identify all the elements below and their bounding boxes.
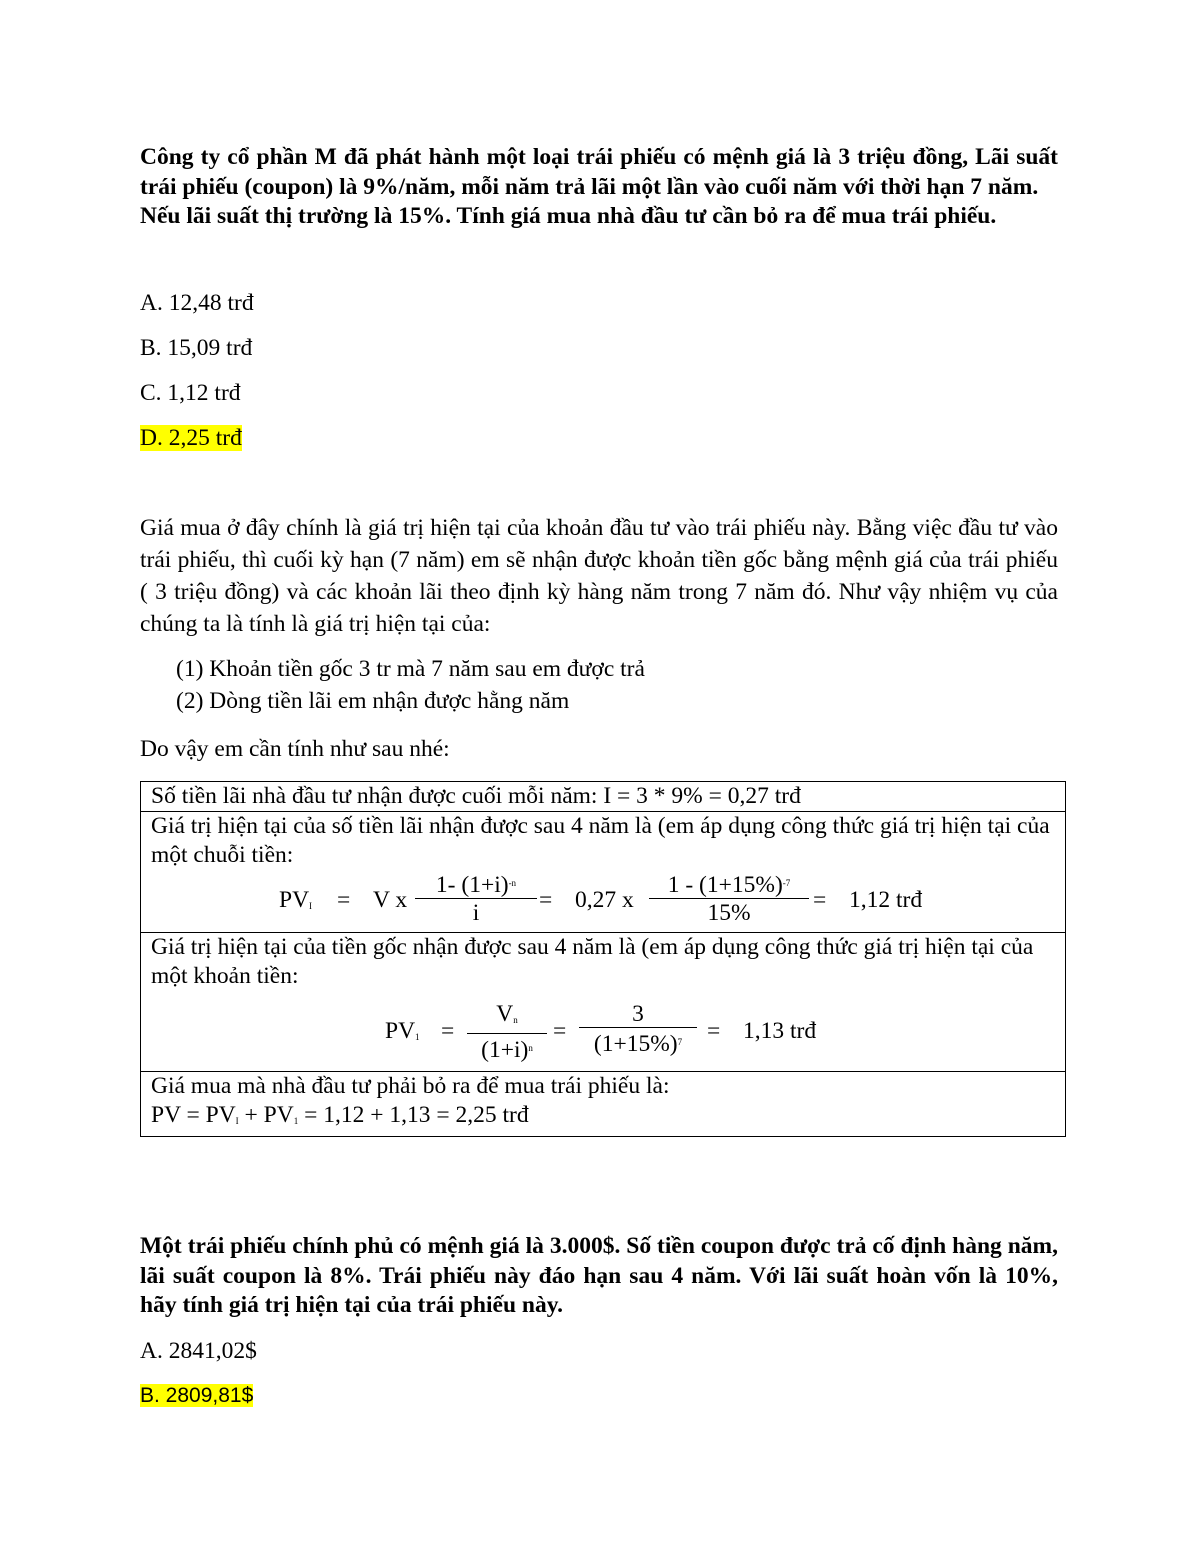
table-row bbox=[141, 812, 1066, 933]
principal-value-fraction: $\frac{3}{(1+15\%)^7}$ bbox=[579, 1001, 697, 1058]
table-row bbox=[141, 933, 1066, 1072]
pv-principal-result: 1,13 trđ bbox=[743, 1018, 817, 1044]
q2-option-b-highlight: B. 2809,81$ bbox=[140, 1384, 254, 1407]
pv-i-label: $PV_I$ bbox=[279, 887, 313, 913]
equals-sign: = bbox=[553, 1018, 567, 1044]
pv-interest-text: Giá trị hiện tại của số tiền lãi nhận được sau 4 năm là (em áp dụng công thức giá trị hiện tại của một chuỗi tiền: bbox=[151, 813, 1050, 868]
total-text: Giá mua mà nhà đầu tư phải bỏ ra để mua trái phiếu là: bbox=[151, 1073, 670, 1099]
q2-option-b bbox=[140, 1381, 253, 1410]
total-formula: PV = $PV_I + PV_1 = 1,12 + 1,13 = 2,25$ trđ bbox=[151, 1102, 529, 1128]
annuity-fraction: $\frac{1- (1+i)^{-n}}{i}$ bbox=[415, 870, 537, 927]
explanation-item-2: (2) Dòng tiền lãi em nhận được hằng năm bbox=[176, 688, 570, 714]
question-1 bbox=[140, 143, 1058, 232]
total-row bbox=[141, 1072, 1066, 1137]
pv-principal-formula bbox=[151, 991, 1055, 1071]
explanation-paragraph: Giá mua ở đây chính là giá trị hiện tại của khoản đầu tư vào trái phiếu này. Bằng việc đầu tư vào trái phiếu, thì cuối kỳ hạn (7 năm) em sẽ nhận được khoản tiền gốc bằng mệnh giá của trái phiếu ( 3 triệu đồng) và các khoản lãi theo định kỳ hàng năm trong 7 năm đó. Như vậy nhiệm vụ của chúng ta là tính là giá trị hiện tại của: bbox=[140, 515, 1058, 637]
equals-sign: = bbox=[539, 887, 553, 913]
interest-times: 0,27 x bbox=[575, 887, 634, 913]
question-2-text: Một trái phiếu chính phủ có mệnh giá là 3.000$. Số tiền coupon được trả cố định hàng năm, lãi suất coupon là 8%. Trái phiếu này đáo hạn sau 4 năm. Với lãi suất hoàn vốn là 10%, hãy tính giá trị hiện tại của trái phiếu này. bbox=[140, 1233, 1058, 1318]
equals-sign: = bbox=[707, 1018, 721, 1044]
table-row bbox=[141, 782, 1066, 812]
question-2 bbox=[140, 1232, 1058, 1321]
pv-principal-row bbox=[141, 933, 1066, 1072]
explanation-item-1: (1) Khoản tiền gốc 3 tr mà 7 năm sau em được trả bbox=[176, 656, 645, 682]
q1-option-c: C. 1,12 trđ bbox=[140, 380, 241, 406]
interest-row: Số tiền lãi nhà đầu tư nhận được cuối mỗi năm: I = 3 * 9% = 0,27 trđ bbox=[141, 782, 1066, 812]
q1-option-b: B. 15,09 trđ bbox=[140, 335, 253, 361]
pv-1-label: $PV_1$ bbox=[385, 1018, 420, 1044]
pv-interest-formula bbox=[151, 870, 1055, 932]
q1-option-d bbox=[140, 424, 242, 453]
pv-interest-result: 1,12 trđ bbox=[849, 887, 923, 913]
annuity-value-fraction: $\frac{1 - (1+15\%)^{-7}}{15\%}$ bbox=[649, 870, 809, 927]
q1-option-d-highlight: D. 2,25 trđ bbox=[140, 425, 242, 451]
equals-sign: = bbox=[813, 887, 827, 913]
v-times: V x bbox=[373, 887, 408, 913]
table-row bbox=[141, 1072, 1066, 1137]
explanation-lead: Do vậy em cần tính như sau nhé: bbox=[140, 736, 450, 762]
question-1-text-b: Nếu lãi suất thị trường là 15%. Tính giá mua nhà đầu tư cần bỏ ra để mua trái phiếu. bbox=[140, 203, 997, 229]
q2-option-a: A. 2841,02$ bbox=[140, 1338, 257, 1364]
q1-option-a: A. 12,48 trđ bbox=[140, 290, 254, 316]
equals-sign: = bbox=[441, 1018, 455, 1044]
calculation-table bbox=[140, 781, 1066, 1137]
equals-sign: = bbox=[337, 887, 351, 913]
pv-interest-row bbox=[141, 812, 1066, 933]
pv-principal-text: Giá trị hiện tại của tiền gốc nhận được sau 4 năm là (em áp dụng công thức giá trị hiện tại của một khoản tiền: bbox=[151, 934, 1034, 989]
question-1-text-a: Công ty cổ phần M đã phát hành một loại trái phiếu có mệnh giá là 3 triệu đồng, Lãi suất trái phiếu (coupon) là 9%/năm, mỗi năm trả lãi một lần vào cuối năm với thời hạn 7 năm. bbox=[140, 144, 1058, 200]
principal-fraction: $\frac{V_n}{(1+i)^n}$ bbox=[467, 1001, 547, 1064]
